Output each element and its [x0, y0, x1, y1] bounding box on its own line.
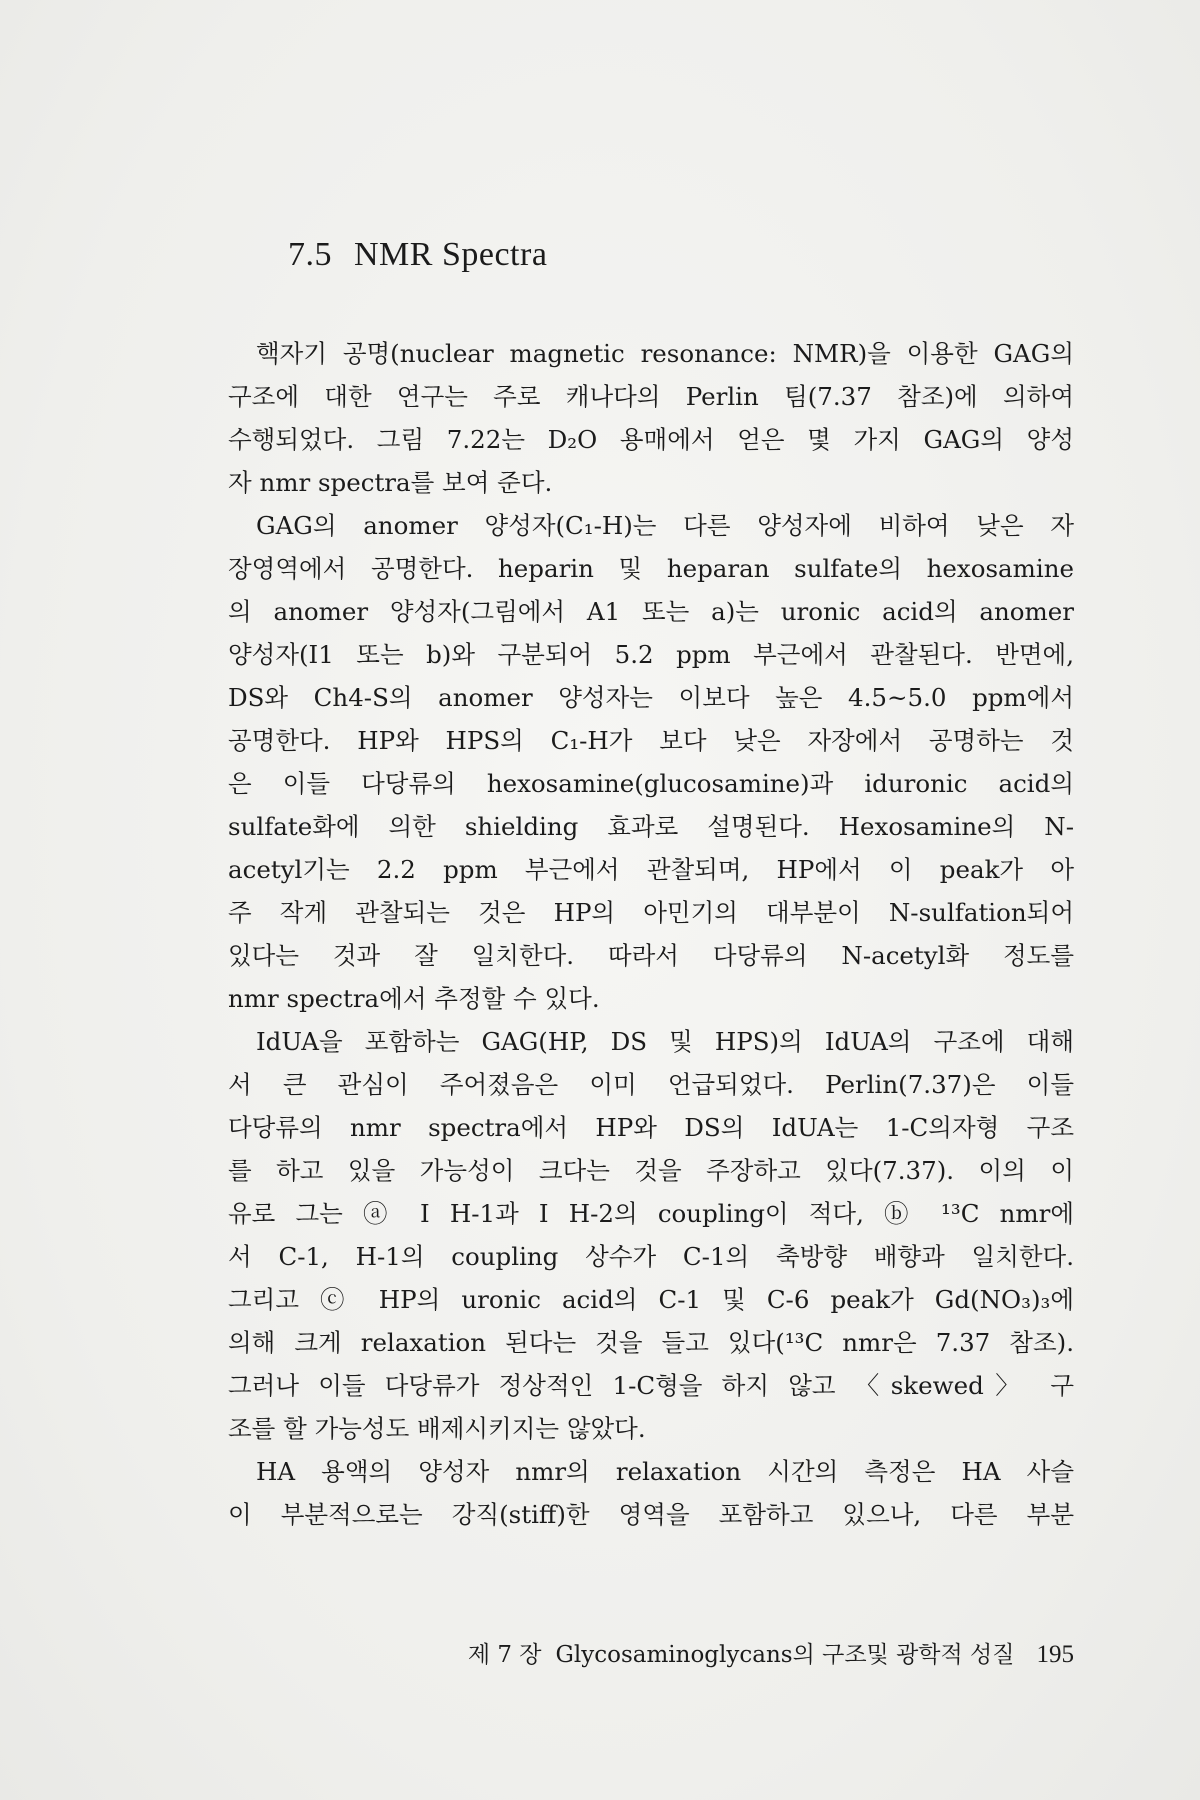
paragraph	[228, 504, 1074, 1020]
text-line: 를 하고 있을 가능성이 크다는 것을 주장하고 있다(7.37). 이의 이	[228, 1156, 1074, 1185]
paragraph	[228, 1450, 1074, 1536]
section-title: NMR Spectra	[354, 236, 548, 273]
section-number: 7.5	[288, 236, 332, 273]
text-line: 자 nmr spectra를 보여 준다.	[228, 468, 553, 497]
text-line: 핵자기 공명(nuclear magnetic resonance: NMR)을 이용한 GAG의	[256, 339, 1074, 368]
text-line: sulfate화에 의한 shielding 효과로 설명된다. Hexosamine의 N-	[228, 812, 1074, 841]
text-line: 의 anomer 양성자(그림에서 A1 또는 a)는 uronic acid의 anomer	[228, 597, 1074, 626]
page-number: 195	[1036, 1641, 1074, 1668]
text-line: 양성자(I1 또는 b)와 구분되어 5.2 ppm 부근에서 관찰된다. 반면에,	[228, 640, 1074, 669]
text-line: 은 이들 다당류의 hexosamine(glucosamine)과 iduronic acid의	[228, 769, 1074, 798]
footer-chapter: 제 7 장	[467, 1642, 542, 1668]
section-heading	[288, 236, 547, 274]
text-line: 수행되었다. 그림 7.22는 D₂O 용매에서 얻은 몇 가지 GAG의 양성	[228, 425, 1074, 454]
page-footer	[420, 1636, 1074, 1669]
body-text	[228, 332, 1074, 1536]
text-line: 유로 그는 ⓐ I H-1과 I H-2의 coupling이 적다, ⓑ ¹³C nmr에	[228, 1199, 1074, 1228]
text-line: 그리고 ⓒ HP의 uronic acid의 C-1 및 C-6 peak가 Gd(NO₃)₃에	[228, 1285, 1074, 1314]
text-line: 서 큰 관심이 주어졌음은 이미 언급되었다. Perlin(7.37)은 이들	[228, 1070, 1074, 1099]
text-line: acetyl기는 2.2 ppm 부근에서 관찰되며, HP에서 이 peak가 아	[228, 855, 1074, 884]
text-line: IdUA을 포함하는 GAG(HP, DS 및 HPS)의 IdUA의 구조에 대해	[256, 1027, 1074, 1056]
text-line: 장영역에서 공명한다. heparin 및 heparan sulfate의 hexosamine	[228, 554, 1074, 583]
text-line: 있다는 것과 잘 일치한다. 따라서 다당류의 N-acetyl화 정도를	[228, 941, 1074, 970]
text-line: 구조에 대한 연구는 주로 캐나다의 Perlin 팀(7.37 참조)에 의하여	[228, 382, 1074, 411]
text-line: 이 부분적으로는 강직(stiff)한 영역을 포함하고 있으나, 다른 부분	[228, 1500, 1074, 1529]
text-line: 다당류의 nmr spectra에서 HP와 DS의 IdUA는 1-C의자형 구조	[228, 1113, 1074, 1142]
text-line: nmr spectra에서 추정할 수 있다.	[228, 984, 600, 1013]
text-line: 주 작게 관찰되는 것은 HP의 아민기의 대부분이 N-sulfation되어	[228, 898, 1074, 927]
text-line: DS와 Ch4-S의 anomer 양성자는 이보다 높은 4.5~5.0 ppm에서	[228, 683, 1074, 712]
text-line: 공명한다. HP와 HPS의 C₁-H가 보다 낮은 자장에서 공명하는 것	[228, 726, 1074, 755]
text-line: HA 용액의 양성자 nmr의 relaxation 시간의 측정은 HA 사슬	[256, 1457, 1074, 1486]
paragraph	[228, 332, 1074, 504]
text-line: 서 C-1, H-1의 coupling 상수가 C-1의 축방향 배향과 일치한다.	[228, 1242, 1074, 1271]
text-line: 그러나 이들 다당류가 정상적인 1-C형을 하지 않고 〈skewed〉 구	[228, 1371, 1074, 1400]
paragraph	[228, 1020, 1074, 1450]
text-line: 의해 크게 relaxation 된다는 것을 들고 있다(¹³C nmr은 7.37 참조).	[228, 1328, 1074, 1357]
footer-title: Glycosaminoglycans의 구조및 광학적 성질	[555, 1642, 1015, 1668]
text-line: 조를 할 가능성도 배제시키지는 않았다.	[228, 1414, 646, 1443]
text-line: GAG의 anomer 양성자(C₁-H)는 다른 양성자에 비하여 낮은 자	[256, 511, 1074, 540]
